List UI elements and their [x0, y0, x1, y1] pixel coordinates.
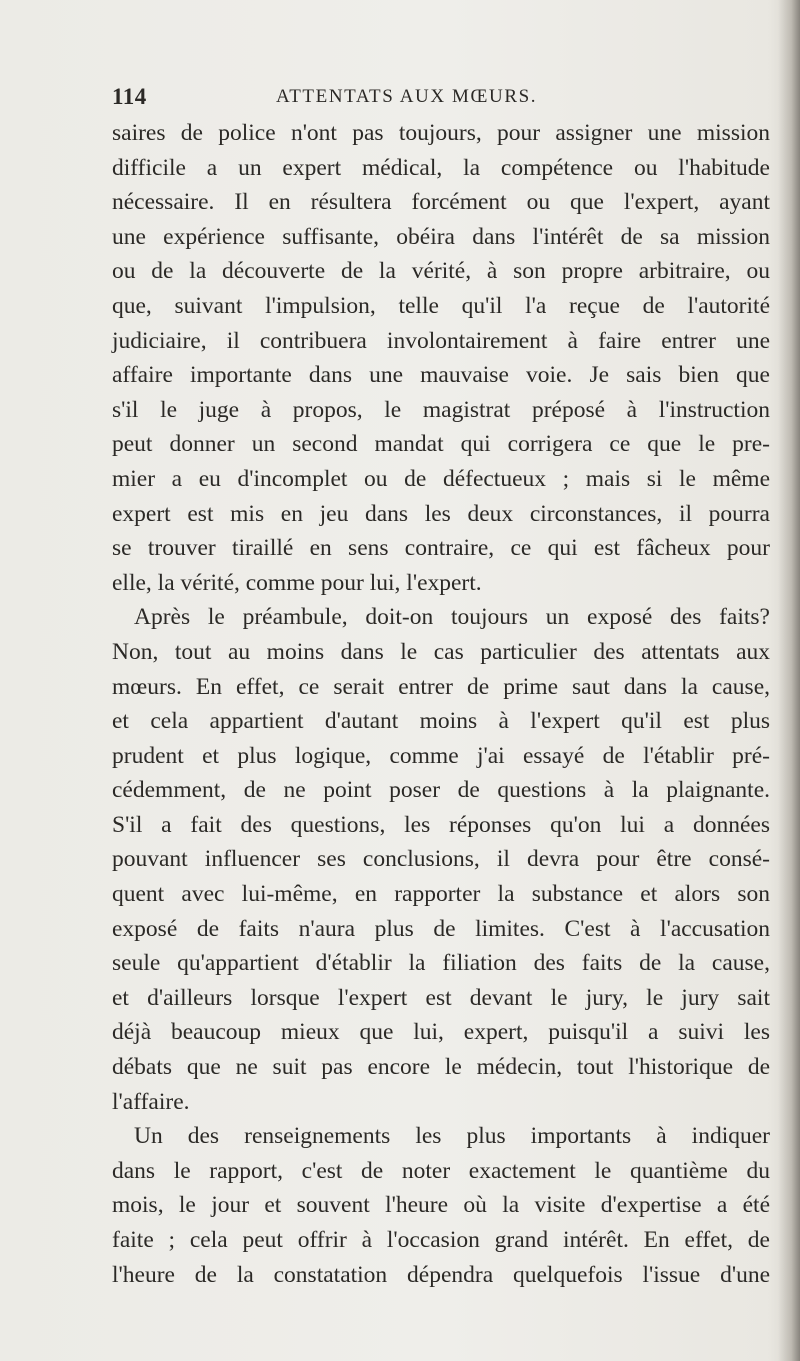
running-head: ATTENTATS AUX MŒURS. — [276, 86, 538, 107]
page-edge-shadow — [778, 0, 800, 1361]
text-line: saires de police n'ont pas toujours, pour assigner une mission — [112, 120, 770, 146]
paragraph-end-line: l'affaire. — [112, 1088, 190, 1115]
text-line: que, suivant l'impulsion, telle qu'il l'a reçue de l'autorité — [112, 292, 770, 319]
text-line: faite ; cela peut offrir à l'occasion grand intérêt. En effet, de — [112, 1227, 770, 1253]
text-line: affaire importante dans une mauvaise voie. Je sais bien que — [112, 362, 770, 389]
text-line: judiciaire, il contribuera involontairement à faire entrer une — [112, 327, 770, 354]
text-line: Non, tout au moins dans le cas particulier des attentats aux — [112, 638, 770, 665]
text-line: pouvant influencer ses conclusions, il devra pour être consé- — [112, 846, 770, 873]
text-line: exposé de faits n'aura plus de limites. C'est à l'accusation — [112, 915, 770, 942]
text-line: expert est mis en jeu dans les deux circonstances, il pourra — [112, 500, 770, 527]
text-line: peut donner un second mandat qui corrigera ce que le pre- — [112, 431, 770, 458]
text-line: ou de la découverte de la vérité, à son propre arbitraire, ou — [112, 258, 770, 285]
text-line: se trouver tiraillé en sens contraire, ce qui est fâcheux pour — [112, 535, 770, 562]
text-line: seule qu'appartient d'établir la filiation des faits de la cause, — [112, 950, 770, 977]
text-line: mœurs. En effet, ce serait entrer de prime saut dans la cause, — [112, 673, 770, 700]
text-line: mier a eu d'incomplet ou de défectueux ; mais si le même — [112, 465, 770, 492]
text-line: et d'ailleurs lorsque l'expert est devant le jury, le jury sait — [112, 984, 770, 1011]
text-line: débats que ne suit pas encore le médecin, tout l'historique de — [112, 1054, 770, 1081]
paragraph-end-line: elle, la vérité, comme pour lui, l'expert. — [112, 569, 482, 596]
text-line: mois, le jour et souvent l'heure où la visite d'expertise a été — [112, 1192, 770, 1219]
body-text — [112, 116, 770, 1292]
text-line: prudent et plus logique, comme j'ai essayé de l'établir pré- — [112, 742, 770, 769]
text-line: nécessaire. Il en résultera forcément ou que l'expert, ayant — [112, 189, 770, 216]
text-line: difficile a un expert médical, la compétence ou l'habitude — [112, 154, 770, 181]
text-line: et cela appartient d'autant moins à l'expert qu'il est plus — [112, 708, 770, 735]
text-line: s'il le juge à propos, le magistrat préposé à l'instruction — [112, 396, 770, 423]
text-line: dans le rapport, c'est de noter exactement le quantième du — [112, 1157, 770, 1184]
paragraph-start-line: Un des renseignements les plus importants à indiquer — [134, 1123, 770, 1150]
page-header — [112, 84, 768, 112]
text-line: déjà beaucoup mieux que lui, expert, puisqu'il a suivi les — [112, 1019, 770, 1046]
text-line: quent avec lui-même, en rapporter la substance et alors son — [112, 881, 770, 908]
text-line: une expérience suffisante, obéira dans l'intérêt de sa mission — [112, 223, 770, 250]
page-number: 114 — [112, 84, 147, 109]
text-line: S'il a fait des questions, les réponses qu'on lui a données — [112, 811, 770, 838]
paragraph-start-line: Après le préambule, doit-on toujours un exposé des faits? — [134, 604, 770, 631]
text-line: cédemment, de ne point poser de questions à la plaignante. — [112, 777, 770, 804]
text-line: l'heure de la constatation dépendra quelquefois l'issue d'une — [112, 1261, 770, 1288]
